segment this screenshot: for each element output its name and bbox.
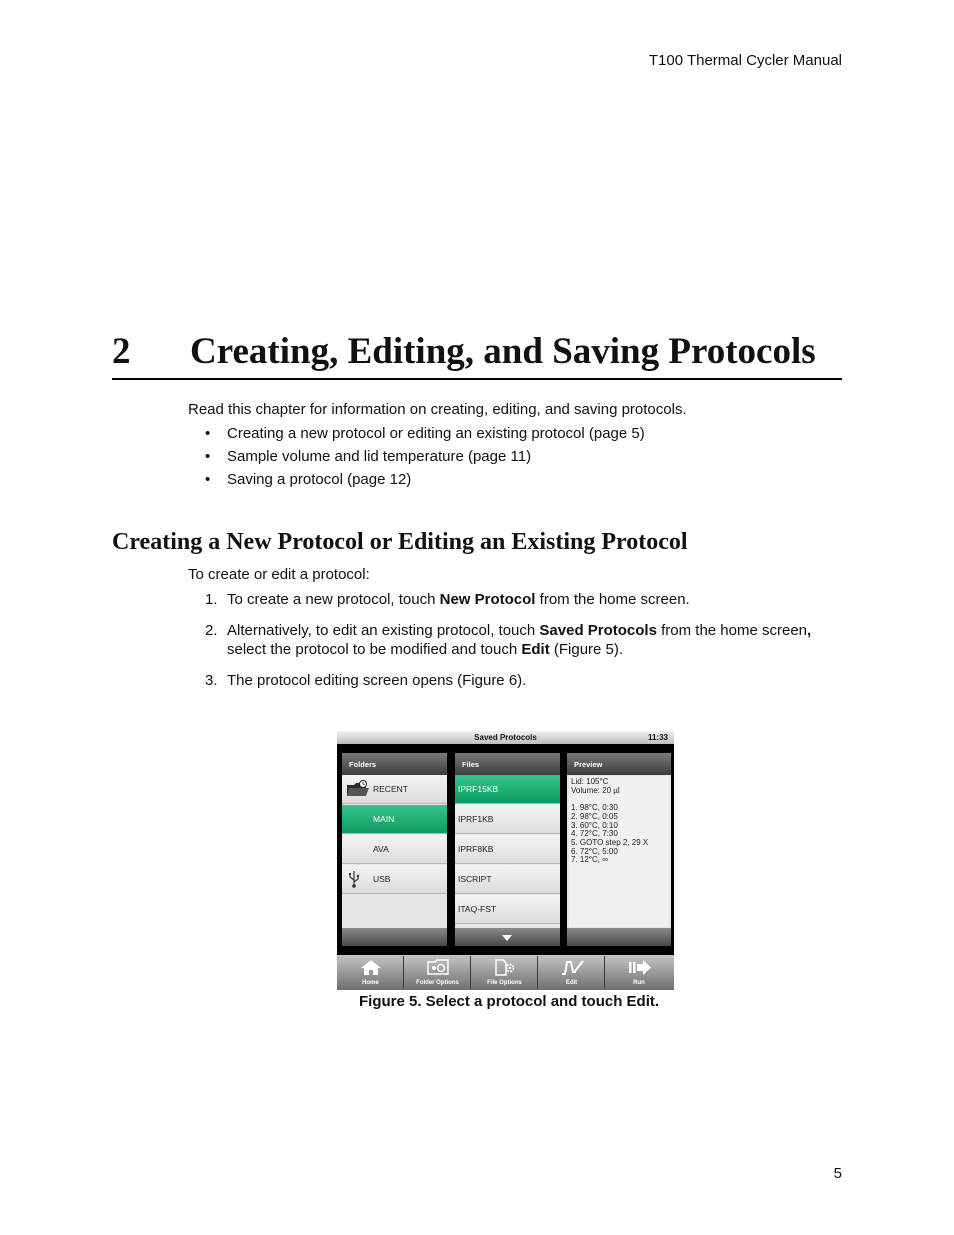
- folders-header: Folders: [342, 753, 447, 775]
- step-item: 2. Alternatively, to edit an existing protocol, touch Saved Protocols from the home screen, select the protocol to be modified and touch Edit (Figure 5).: [205, 622, 812, 658]
- step-item: 3. The protocol editing screen opens (Figure 6).: [205, 672, 527, 689]
- file-item[interactable]: ITAQ-FST: [455, 895, 560, 924]
- folders-panel: [342, 753, 447, 946]
- steps-list: [205, 590, 811, 702]
- device-toolbar: [337, 955, 674, 990]
- file-gear-icon: [494, 959, 516, 976]
- edit-button[interactable]: Edit: [539, 956, 605, 989]
- edit-protocol-icon: [561, 959, 585, 976]
- files-panel: [455, 753, 560, 946]
- usb-icon: [348, 870, 360, 888]
- device-screen-title: Saved Protocols: [474, 733, 537, 742]
- run-button[interactable]: Run: [606, 956, 672, 989]
- file-item[interactable]: IPRF15KB: [455, 775, 560, 804]
- chapter-title: [112, 330, 842, 380]
- page-number: 5: [833, 1165, 842, 1182]
- chevron-down-icon: [502, 935, 512, 941]
- list-item: • Creating a new protocol or editing an existing protocol (page 5): [205, 425, 645, 442]
- list-item: • Sample volume and lid temperature (page 11): [205, 448, 532, 465]
- protocol-preview: Lid: 105°C Volume: 20 µl 1. 98°C, 0:30 2. 98°C, 0:05 3. 60°C, 0:10 4. 72°C, 7:30 5. GOTO step 2, 29 X 6. 72°C, 5:00 7. 12°C, ∞: [569, 776, 669, 927]
- folder-item-ava[interactable]: AVA: [342, 835, 447, 864]
- preview-panel: [567, 753, 671, 946]
- file-item[interactable]: ISCRIPT: [455, 865, 560, 894]
- folders-panel-footer: [342, 928, 447, 946]
- device-title-bar: [337, 731, 674, 744]
- file-options-button[interactable]: File Options: [472, 956, 538, 989]
- folder-item-usb[interactable]: USB: [342, 865, 447, 894]
- preview-panel-footer: [567, 928, 671, 946]
- intro-paragraph: Read this chapter for information on creating, editing, and saving protocols.: [188, 401, 687, 418]
- home-button[interactable]: Home: [338, 956, 404, 989]
- folder-item-recent[interactable]: RECENT: [342, 775, 447, 804]
- file-item[interactable]: IPRF1KB: [455, 805, 560, 834]
- preview-header: Preview: [567, 753, 671, 775]
- chapter-topics-list: [205, 425, 645, 494]
- figure-caption: Figure 5. Select a protocol and touch Edit.: [359, 993, 660, 1010]
- chapter-number: 2: [112, 331, 131, 372]
- files-scroll-down-button[interactable]: [455, 928, 560, 946]
- folder-item-main[interactable]: MAIN: [342, 805, 447, 834]
- home-icon: [360, 959, 382, 976]
- list-item: • Saving a protocol (page 12): [205, 471, 412, 488]
- running-header: T100 Thermal Cycler Manual: [648, 52, 842, 69]
- files-header: Files: [455, 753, 560, 775]
- run-arrow-icon: [628, 959, 652, 976]
- file-item[interactable]: IPRF8KB: [455, 835, 560, 864]
- section-title: Creating a New Protocol or Editing an Existing Protocol: [112, 529, 688, 555]
- step-item: 1. To create a new protocol, touch New Protocol from the home screen.: [205, 591, 690, 608]
- device-clock: 11:33: [647, 733, 668, 742]
- folder-clock-icon: [346, 780, 370, 798]
- saved-protocols-screenshot: [337, 731, 674, 990]
- section-lead: To create or edit a protocol:: [188, 566, 370, 583]
- folder-gear-icon: [427, 959, 449, 976]
- chapter-title-text: Creating, Editing, and Saving Protocols: [190, 331, 816, 372]
- folder-options-button[interactable]: Folder Options: [405, 956, 471, 989]
